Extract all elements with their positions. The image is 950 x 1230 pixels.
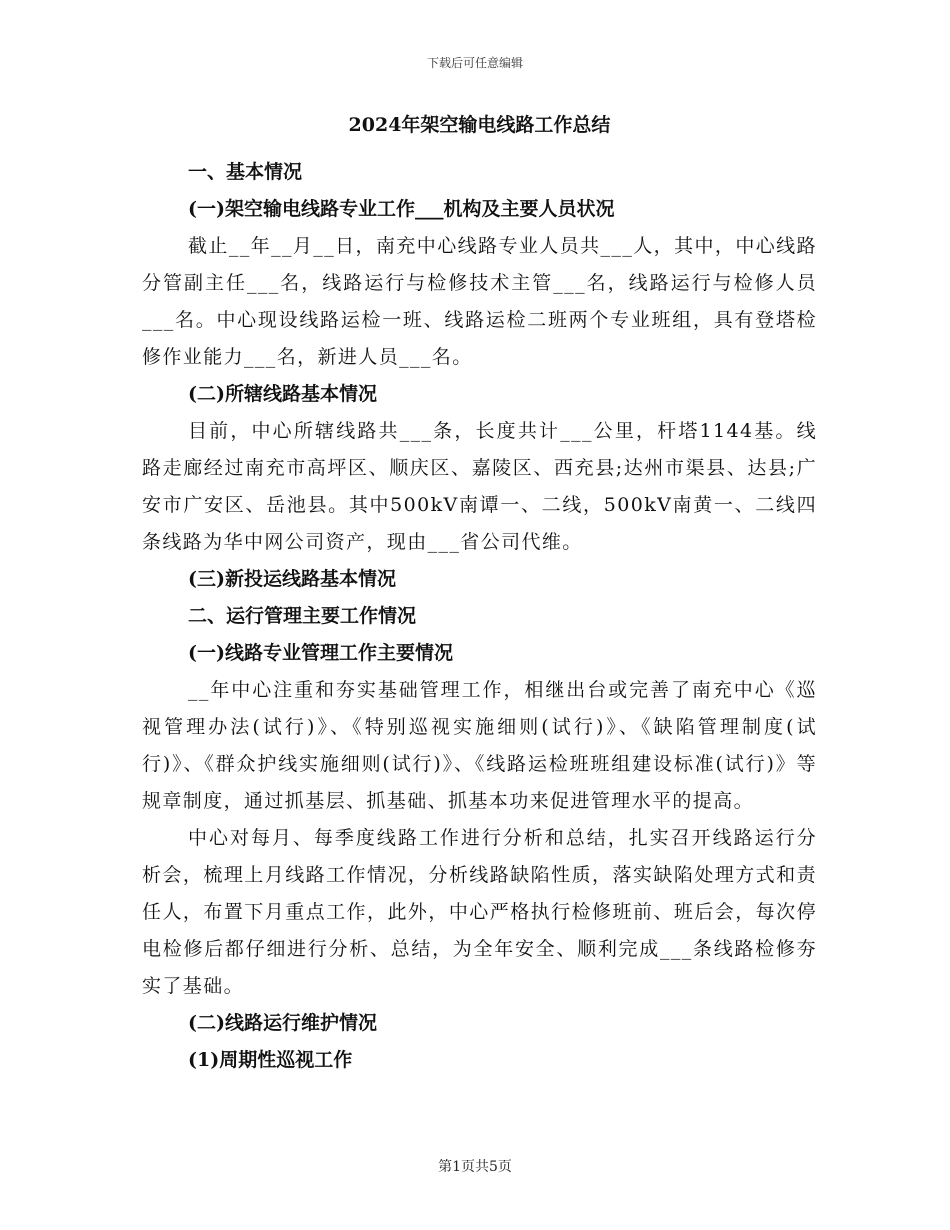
subheading-new-lines: (三)新投运线路基本情况 xyxy=(188,568,396,590)
document-title: 2024年架空输电线路工作总结 xyxy=(348,114,611,136)
paragraph-analysis: 中心对每月、每季度线路工作进行分析和总结，扎实召开线路运行分析会，梳理上月线路工作情况，分析线路缺陷性质，落实缺陷处理方式和责任人，布置下月重点工作，此外，中心严格执行检修班前、班后会，每次停电检修后都仔细进行分析、总结，为全年安全、顺利完成___条线路检修夯实了基础。 xyxy=(142,827,817,997)
page-number: 第1页共5页 xyxy=(438,1159,512,1175)
paragraph-management: __年中心注重和夯实基础管理工作，相继出台或完善了南充中心《巡视管理办法(试行)》、《特别巡视实施细则(试行)》、《缺陷管理制度(试行)》、《群众护线实施细则(试行)》、《线路运检班班组建设标准(试行)》等规章制度，通过抓基层、抓基础、抓基本功来促进管理水平的提高。 xyxy=(142,679,817,812)
document-body xyxy=(142,112,817,1079)
heading-operation-management: 二、运行管理主要工作情况 xyxy=(188,605,417,627)
subheading-lines-basic: (二)所辖线路基本情况 xyxy=(188,383,377,405)
paragraph-lines: 目前，中心所辖线路共___条，长度共计___公里，杆塔1144基。线路走廊经过南充市高坪区、顺庆区、嘉陵区、西充县;达州市渠县、达县;广安市广安区、岳池县。其中500kV南谭一、二线，500kV南黄一、二线四条线路为华中网公司资产，现由___省公司代维。 xyxy=(142,420,817,553)
heading-basic-situation: 一、基本情况 xyxy=(188,161,303,183)
subheading-professional-management: (一)线路专业管理工作主要情况 xyxy=(188,642,453,664)
header-note: 下载后可任意编辑 xyxy=(426,56,523,70)
subheading-periodic-inspection: (1)周期性巡视工作 xyxy=(188,1049,353,1071)
paragraph-personnel: 截止__年__月__日，南充中心线路专业人员共___人，其中，中心线路分管副主任___名，线路运行与检修技术主管___名，线路运行与检修人员___名。中心现设线路运检一班、线路运检二班两个专业班组，具有登塔检修作业能力___名，新进人员___名。 xyxy=(142,235,817,368)
subheading-maintenance: (二)线路运行维护情况 xyxy=(188,1012,377,1034)
subheading-org-personnel: (一)架空输电线路专业工作___机构及主要人员状况 xyxy=(188,198,615,220)
